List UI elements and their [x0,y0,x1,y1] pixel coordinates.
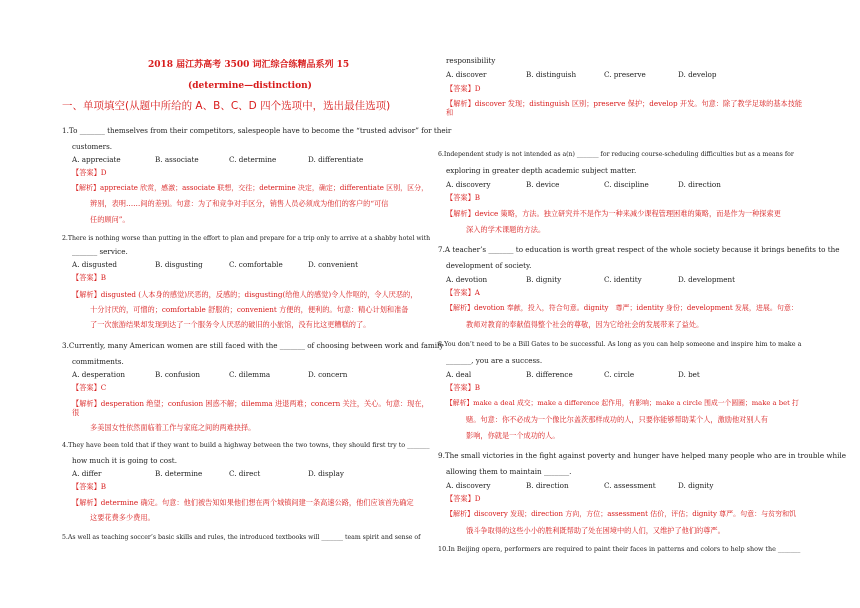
question-stem: 7.A teacher’s _______ to education is worth great respect of the whole society because it brings benefits to the [438,245,840,254]
answer: 【答案】D [446,84,481,93]
analysis-line: 多美国女性依然面临着工作与家庭之间的两难抉择。 [90,423,256,432]
option-a: A. appreciate [72,155,121,164]
option-d: D. display [308,469,344,478]
answer: 【答案】B [446,383,481,392]
option-d: D. convenient [308,260,359,269]
option-c: C. comfortable [229,260,283,269]
option-d: D. development [678,275,736,284]
analysis-line: 【解析】device 策略，方法。独立研究并不是作为一种来减少课程管理困难的策略，而是作为一种探索更 [446,209,781,218]
question-stem: exploring in greater depth academic subject matter. [446,166,637,175]
analysis-line: 任的顾问”。 [90,215,130,224]
question-stem: 6.Independent study is not intended as a(n) _______ for reducing course-scheduling difficulties but as a means for [438,151,794,158]
option-a: A. desperation [72,370,126,379]
analysis-line: 【解析】appreciate 欣赏，感激；associate 联想，交往；determine 决定，确定；differentiate 区别，区分， [72,184,429,192]
question-stem: _______, you are a success. [446,356,543,365]
analysis-line: 【解析】discover 发现；distinguish 区别；preserve 保护；develop 开发。句意：除了教学足球的基本技能 [446,99,803,108]
analysis-line: 深入的学术课题的方法。 [466,225,546,234]
option-a: A. discover [446,70,487,79]
question-stem: commitments. [72,357,124,366]
analysis-line: 和 [446,108,454,117]
option-b: B. associate [155,155,199,164]
question-stem: how much it is going to cost. [72,456,177,465]
option-b: B. difference [526,370,573,379]
option-d: D. concern [308,370,348,379]
option-c: C. assessment [604,481,656,490]
option-d: D. differentiate [308,155,364,164]
option-a: A. discovery [446,481,491,490]
question-stem: allowing them to maintain _______. [446,467,572,476]
answer: 【答案】C [72,383,107,392]
question-stem: _______ service. [72,247,128,256]
option-a: A. devotion [446,275,488,284]
option-b: B. device [526,180,560,189]
option-d: D. dignity [678,481,714,490]
option-b: B. direction [526,481,569,490]
document-title: 2018 届江苏高考 3500 词汇综合练精品系列 15 [148,60,350,70]
answer: 【答案】B [446,193,481,202]
analysis-line: 【解析】determine 确定。句意：他们被告知如果他们想在两个城镇间建一条高速公路，他们应该首先确定 [72,498,414,507]
option-d: D. develop [678,70,717,79]
answer: 【答案】B [72,482,107,491]
question-stem: customers. [72,142,113,151]
analysis-line: 【解析】disgusted (人本身的感觉)厌恶的，反感的；disgusting(给他人的感觉)令人作呕的，令人厌恶的， [72,290,418,299]
option-c: C. discipline [604,180,649,189]
section-heading: 一、单项填空(从题中所给的 A、B、C、D 四个选项中，选出最佳选项) [62,100,391,112]
option-b: B. confusion [155,370,201,379]
analysis-line: 【解析】make a deal 成交；make a difference 起作用，有影响；make a circle 围成一个圆圈；make a bet 打 [446,399,799,407]
analysis-line: 影响，你就是一个成功的人。 [466,431,560,440]
question-stem: 4.They have been told that if they want to build a highway between the two towns, they should first try to _______ [62,441,430,449]
analysis-line: 【解析】discovery 发现；direction 方向，方位；assessment 估价，评估；dignity 尊严。句意：与贫穷和饥 [446,510,797,518]
option-a: A. discovery [446,180,491,189]
analysis-line: 饿斗争取得的这些小小的胜利既帮助了处在困境中的人们，又维护了他们的尊严。 [466,526,725,535]
answer: 【答案】B [72,273,107,282]
option-c: C. determine [229,155,277,164]
option-b: B. distinguish [526,70,577,79]
analysis-line: 教师对教育的奉献值得整个社会的尊敬，因为它给社会的发展带来了益处。 [466,320,704,329]
analysis-line: 赌。句意：你不必成为一个像比尔盖茨那样成功的人，只要你能够帮助某个人，激励他对别人有 [466,415,768,424]
question-stem: responsibility [446,56,496,65]
answer: 【答案】D [72,168,107,177]
question-stem: 10.In Beijing opera, performers are required to paint their faces in patterns and colors to help show the _______ [438,545,801,553]
option-a: A. differ [72,469,102,478]
option-b: B. disgusting [155,260,203,269]
analysis-line: 【解析】devotion 奉献，投入，符合句意。dignity 尊严；identity 身份；development 发展，进展。句意： [446,304,798,312]
option-c: C. direct [229,469,261,478]
option-c: C. circle [604,370,635,379]
option-b: B. dignity [526,275,562,284]
option-c: C. identity [604,275,642,284]
option-c: C. preserve [604,70,646,79]
option-b: B. determine [155,469,203,478]
option-d: D. bet [678,370,700,379]
question-stem: 5.As well as teaching soccer’s basic skills and rules, the introduced textbooks will _______ team spirit and sense of [62,534,421,541]
question-stem: 8.You don’t need to be a Bill Gates to be successful. As long as you can help someone and inspire him to make a [438,340,802,348]
option-c: C. dilemma [229,370,271,379]
answer: 【答案】D [446,494,481,503]
analysis-line: 了一次旅游结果却发现到达了一个服务令人厌恶的破旧的小旅馆，没有比这更糟糕的了。 [90,320,371,329]
analysis-line: 【解析】desperation 绝望；confusion 困惑不解；dilemma 进退两难；concern 关注，关心。句意：现在， [72,399,429,408]
analysis-line: 这要花费多少费用。 [90,513,155,522]
question-stem: development of society. [446,261,532,270]
question-stem: 9.The small victories in the fight against poverty and hunger have helped many people who are in trouble while [438,451,846,460]
option-d: D. direction [678,180,721,189]
document-subtitle: (determine—distinction) [188,81,312,91]
question-stem: 1.To _______ themselves from their competitors, salespeople have to become the “trusted advisor” for their [62,126,452,135]
analysis-line: 辨别，表明……间的差别。句意：为了和竞争对手区分，销售人员必须成为他们的客户的“可信 [90,199,389,208]
analysis-line: 很 [72,408,80,417]
question-stem: 3.Currently, many American women are still faced with the _______ of choosing between work and family [62,341,444,350]
option-a: A. disgusted [72,260,118,269]
answer: 【答案】A [446,288,480,297]
option-a: A. deal [446,370,472,379]
analysis-line: 十分讨厌的，可憎的；comfortable 舒服的；convenient 方便的，便利的。句意：精心计划和准备 [90,305,409,314]
question-stem: 2.There is nothing worse than putting in the effort to plan and prepare for a trip only to arrive at a shabby hotel with [62,235,431,242]
